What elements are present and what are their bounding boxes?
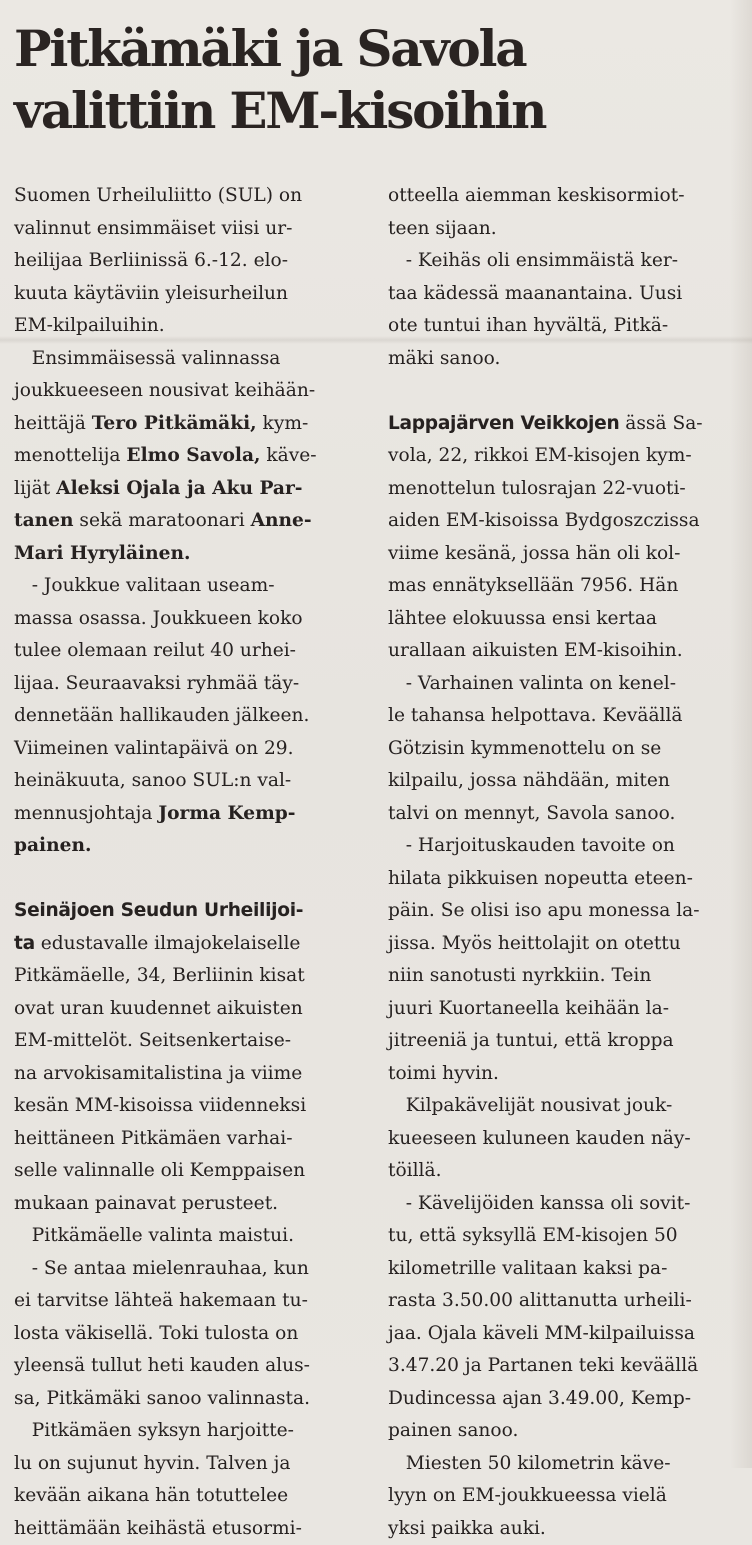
body-text: ei tarvitse lähteä hakemaan tu- bbox=[14, 1290, 308, 1311]
text-line bbox=[388, 928, 734, 961]
text-line bbox=[14, 733, 358, 766]
body-text: päin. Se olisi iso apu monessa la- bbox=[388, 900, 700, 921]
text-line bbox=[14, 928, 358, 961]
text-line bbox=[388, 1318, 734, 1351]
text-line bbox=[388, 1090, 734, 1123]
body-text: EM-mittelöt. Seitsenkertaise- bbox=[14, 1030, 291, 1051]
text-line bbox=[388, 1285, 734, 1318]
body-text: dennetään hallikauden jälkeen. bbox=[14, 705, 309, 726]
text-line bbox=[388, 733, 734, 766]
body-text: vola, 22, rikkoi EM-kisojen kym- bbox=[388, 445, 692, 466]
text-line bbox=[14, 668, 358, 701]
body-text: urallaan aikuisten EM-kisoihin. bbox=[388, 640, 683, 661]
body-text: mukaan painavat perusteet. bbox=[14, 1193, 278, 1214]
body-text: heinäkuuta, sanoo SUL:n val- bbox=[14, 770, 291, 791]
body-text: - Se antaa mielenrauhaa, kun bbox=[14, 1258, 309, 1279]
body-text: heilijaa Berliinissä 6.-12. elo- bbox=[14, 250, 288, 271]
body-text: kesän MM-kisoissa viidenneksi bbox=[14, 1095, 306, 1116]
body-text: viime kesänä, jossa hän oli kol- bbox=[388, 543, 680, 564]
body-text: - Joukkue valitaan useam- bbox=[14, 575, 275, 596]
text-line bbox=[14, 1383, 358, 1416]
headline bbox=[14, 18, 734, 142]
text-line bbox=[388, 180, 734, 213]
text-line bbox=[14, 440, 358, 473]
body-text: Pitkämäen syksyn harjoitte- bbox=[14, 1420, 294, 1441]
body-text: edustavalle ilmajokelaiselle bbox=[35, 933, 301, 954]
text-line bbox=[14, 213, 358, 246]
text-line bbox=[388, 1025, 734, 1058]
body-text: jissa. Myös heittolajit on otettu bbox=[388, 933, 681, 954]
emphasized-text: Tero Pitkämäki, bbox=[92, 413, 257, 434]
emphasized-text: Elmo Savola, bbox=[126, 445, 260, 466]
body-text: valinnut ensimmäiset viisi ur- bbox=[14, 218, 292, 239]
body-text: kilometrille valitaan kaksi pa- bbox=[388, 1258, 667, 1279]
body-text: jaa. Ojala käveli MM-kilpailuissa bbox=[388, 1323, 695, 1344]
text-line bbox=[14, 375, 358, 408]
body-text: tu, että syksyllä EM-kisojen 50 bbox=[388, 1225, 678, 1246]
text-line bbox=[388, 213, 734, 246]
body-text: EM-kilpailuihin. bbox=[14, 315, 165, 336]
body-text: kevään aikana hän totuttelee bbox=[14, 1485, 288, 1506]
text-line bbox=[388, 473, 734, 506]
body-text: Miesten 50 kilometrin käve- bbox=[388, 1453, 671, 1474]
text-line bbox=[388, 570, 734, 603]
text-line bbox=[388, 1058, 734, 1091]
text-line bbox=[388, 1123, 734, 1156]
text-line bbox=[388, 1350, 734, 1383]
body-text: juuri Kuortaneella keihään la- bbox=[388, 998, 669, 1019]
text-line bbox=[14, 245, 358, 278]
text-line bbox=[388, 603, 734, 636]
body-text: lijaa. Seuraavaksi ryhmää täy- bbox=[14, 673, 299, 694]
body-text: mennusjohtaja bbox=[14, 803, 158, 824]
body-text: kilpailu, jossa nähdään, miten bbox=[388, 770, 670, 791]
emphasized-text: Seinäjoen Seudun Urheilijoi- bbox=[14, 900, 303, 921]
body-text: hilata pikkuisen nopeutta eteen- bbox=[388, 868, 693, 889]
text-line bbox=[388, 1415, 734, 1448]
text-line bbox=[14, 993, 358, 1026]
body-text: sa, Pitkämäki sanoo valinnasta. bbox=[14, 1388, 310, 1409]
text-line bbox=[14, 570, 358, 603]
body-text: - Varhainen valinta on kenel- bbox=[388, 673, 676, 694]
text-line bbox=[14, 1155, 358, 1188]
text-line bbox=[14, 1318, 358, 1351]
body-text: menottelija bbox=[14, 445, 126, 466]
article-column-left bbox=[14, 180, 358, 1545]
body-text: otteella aiemman keskisormiot- bbox=[388, 185, 684, 206]
body-text: yksi paikka auki. bbox=[388, 1518, 546, 1539]
body-text: menottelun tulosrajan 22-vuoti- bbox=[388, 478, 686, 499]
text-line bbox=[14, 960, 358, 993]
body-text: Kilpakävelijät nousivat jouk- bbox=[388, 1095, 672, 1116]
text-line bbox=[388, 1253, 734, 1286]
text-line bbox=[14, 895, 358, 928]
body-text: mäki sanoo. bbox=[388, 348, 500, 369]
body-text: losta väkisellä. Toki tulosta on bbox=[14, 1323, 298, 1344]
text-line bbox=[14, 1220, 358, 1253]
body-text: käve- bbox=[260, 445, 316, 466]
text-line bbox=[14, 1025, 358, 1058]
body-text: mas ennätyksellään 7956. Hän bbox=[388, 575, 678, 596]
body-text: - Kävelijöiden kanssa oli sovit- bbox=[388, 1193, 690, 1214]
body-text: tulee olemaan reilut 40 urhei- bbox=[14, 640, 296, 661]
text-line bbox=[14, 700, 358, 733]
text-line bbox=[388, 830, 734, 863]
text-line bbox=[388, 700, 734, 733]
body-text: - Harjoituskauden tavoite on bbox=[388, 835, 675, 856]
text-line bbox=[388, 1188, 734, 1221]
text-line bbox=[14, 1188, 358, 1221]
text-line bbox=[388, 375, 734, 408]
text-line bbox=[388, 278, 734, 311]
text-line bbox=[14, 278, 358, 311]
text-line bbox=[14, 863, 358, 896]
body-text: yleensä tullut heti kauden alus- bbox=[14, 1355, 310, 1376]
text-line bbox=[14, 1285, 358, 1318]
body-text: lijät bbox=[14, 478, 56, 499]
body-text: heittämään keihästä etusormi- bbox=[14, 1518, 302, 1539]
emphasized-text: Aleksi Ojala ja Aku Par- bbox=[56, 478, 302, 499]
body-text: heittäneen Pitkämäen varhai- bbox=[14, 1128, 292, 1149]
body-text: kueeseen kuluneen kauden näy- bbox=[388, 1128, 691, 1149]
body-text: taa kädessä maanantaina. Uusi bbox=[388, 283, 682, 304]
body-text: Suomen Urheiluliitto (SUL) on bbox=[14, 185, 302, 206]
body-text: ässä Sa- bbox=[619, 413, 702, 434]
text-line bbox=[14, 830, 358, 863]
text-line bbox=[388, 635, 734, 668]
text-line bbox=[388, 1155, 734, 1188]
body-text: aiden EM-kisoissa Bydgoszczissa bbox=[388, 510, 700, 531]
text-line bbox=[14, 1415, 358, 1448]
text-line bbox=[388, 863, 734, 896]
text-line bbox=[388, 993, 734, 1026]
body-text: kuuta käytäviin yleisurheilun bbox=[14, 283, 288, 304]
text-line bbox=[388, 798, 734, 831]
body-text: Pitkämäelle, 34, Berliinin kisat bbox=[14, 965, 305, 986]
text-line bbox=[388, 895, 734, 928]
emphasized-text: Lappajärven Veikkojen bbox=[388, 413, 619, 434]
body-text: 3.47.20 ja Partanen teki keväällä bbox=[388, 1355, 698, 1376]
emphasized-text: tanen bbox=[14, 510, 74, 531]
body-text: lähtee elokuussa ensi kertaa bbox=[388, 608, 657, 629]
body-text: - Keihäs oli ensimmäistä ker- bbox=[388, 250, 678, 271]
text-line bbox=[388, 765, 734, 798]
body-text: lu on sujunut hyvin. Talven ja bbox=[14, 1453, 290, 1474]
text-line bbox=[14, 1448, 358, 1481]
body-text: selle valinnalle oli Kemppaisen bbox=[14, 1160, 305, 1181]
text-line bbox=[388, 1383, 734, 1416]
body-text: talvi on mennyt, Savola sanoo. bbox=[388, 803, 675, 824]
body-text: teen sijaan. bbox=[388, 218, 497, 239]
body-text: Viimeinen valintapäivä on 29. bbox=[14, 738, 294, 759]
text-line bbox=[388, 538, 734, 571]
body-text: toimi hyvin. bbox=[388, 1063, 499, 1084]
text-line bbox=[14, 603, 358, 636]
text-line bbox=[388, 1513, 734, 1545]
body-text: rasta 3.50.00 alittanutta urheili- bbox=[388, 1290, 692, 1311]
body-text: na arvokisamitalistina ja viime bbox=[14, 1063, 302, 1084]
text-line bbox=[14, 635, 358, 668]
text-line bbox=[14, 1123, 358, 1156]
text-line bbox=[14, 1513, 358, 1545]
text-line bbox=[14, 1058, 358, 1091]
text-line bbox=[14, 1090, 358, 1123]
headline-line-1: Pitkämäki ja Savola bbox=[14, 18, 734, 80]
text-line bbox=[388, 310, 734, 343]
body-text: kym- bbox=[257, 413, 309, 434]
body-text: ovat uran kuudennet aikuisten bbox=[14, 998, 303, 1019]
body-text: Ensimmäisessä valinnassa bbox=[14, 348, 280, 369]
text-line bbox=[14, 1350, 358, 1383]
text-line bbox=[14, 408, 358, 441]
headline-line-2: valittiin EM-kisoihin bbox=[14, 80, 734, 142]
text-line bbox=[388, 505, 734, 538]
text-line bbox=[388, 408, 734, 441]
text-line bbox=[14, 1253, 358, 1286]
emphasized-text: Mari Hyryläinen. bbox=[14, 543, 190, 564]
text-line bbox=[14, 505, 358, 538]
text-line bbox=[388, 1220, 734, 1253]
text-line bbox=[14, 310, 358, 343]
text-line bbox=[388, 960, 734, 993]
emphasized-text: painen. bbox=[14, 835, 91, 856]
body-text: Götzisin kymmenottelu on se bbox=[388, 738, 661, 759]
body-text: massa osassa. Joukkueen koko bbox=[14, 608, 303, 629]
body-text: painen sanoo. bbox=[388, 1420, 518, 1441]
text-line bbox=[14, 343, 358, 376]
text-line bbox=[388, 440, 734, 473]
article-column-right bbox=[388, 180, 734, 1545]
text-line bbox=[14, 473, 358, 506]
body-text: niin sanotusti nyrkkiin. Tein bbox=[388, 965, 651, 986]
body-text: jitreeniä ja tuntui, että kroppa bbox=[388, 1030, 674, 1051]
emphasized-text: Anne- bbox=[251, 510, 312, 531]
text-line bbox=[388, 245, 734, 278]
text-line bbox=[14, 538, 358, 571]
text-line bbox=[14, 765, 358, 798]
body-text: töillä. bbox=[388, 1160, 442, 1181]
text-line bbox=[14, 180, 358, 213]
body-text: le tahansa helpottava. Keväällä bbox=[388, 705, 683, 726]
text-line bbox=[388, 668, 734, 701]
body-text: sekä maratoonari bbox=[74, 510, 251, 531]
text-line bbox=[14, 1480, 358, 1513]
text-line bbox=[14, 798, 358, 831]
body-text: joukkueeseen nousivat keihään- bbox=[14, 380, 315, 401]
emphasized-text: ta bbox=[14, 933, 35, 954]
text-line bbox=[388, 1480, 734, 1513]
body-text: heittäjä bbox=[14, 413, 92, 434]
body-text: ote tuntui ihan hyvältä, Pitkä- bbox=[388, 315, 668, 336]
text-line bbox=[388, 1448, 734, 1481]
text-line bbox=[388, 343, 734, 376]
emphasized-text: Jorma Kemp- bbox=[158, 803, 295, 824]
body-text: Dudincessa ajan 3.49.00, Kemp- bbox=[388, 1388, 691, 1409]
body-text: lyyn on EM-joukkueessa vielä bbox=[388, 1485, 667, 1506]
body-text: Pitkämäelle valinta maistui. bbox=[14, 1225, 294, 1246]
